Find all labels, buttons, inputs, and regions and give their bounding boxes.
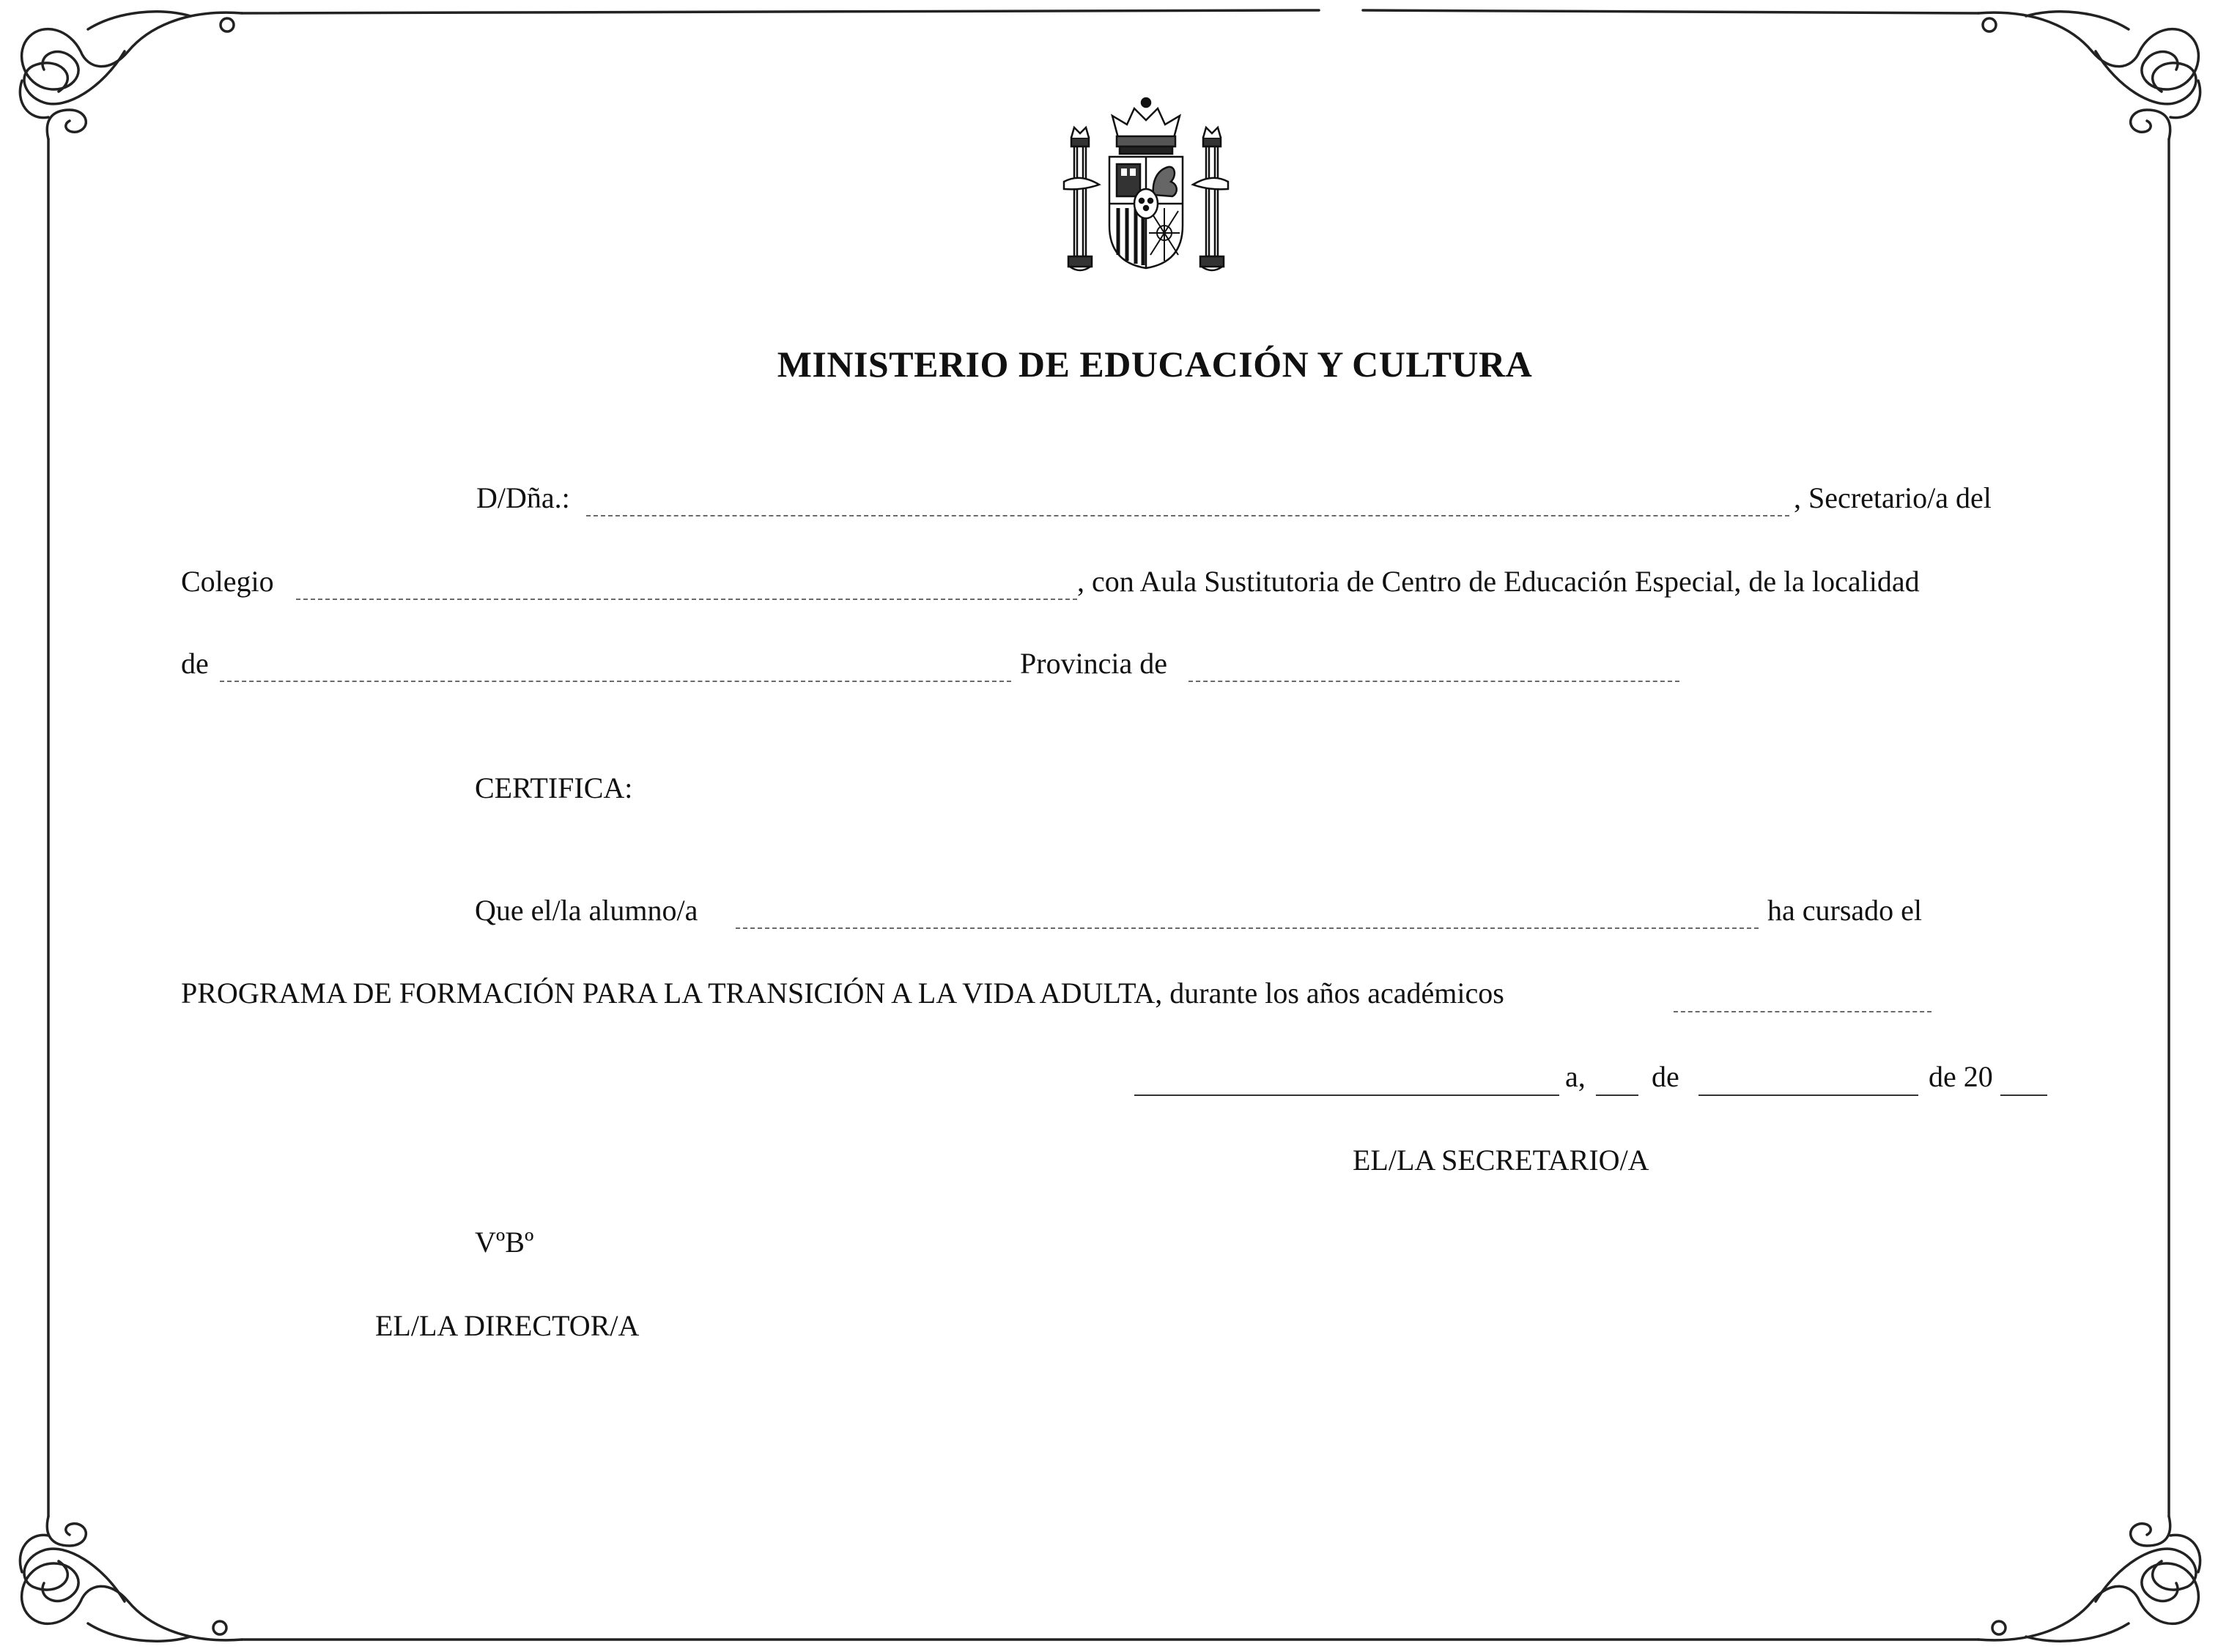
page-title: MINISTERIO DE EDUCACIÓN Y CULTURA [777,344,1533,385]
approval-label: VºBº [475,1226,534,1259]
academic-years-field[interactable] [1674,1011,1931,1012]
place-field[interactable] [1134,1094,1559,1096]
program-text: PROGRAMA DE FORMACIÓN PARA LA TRANSICIÓN A LA VIDA ADULTA, durante los años académicos [181,977,1504,1010]
spain-coat-of-arms-icon [1061,94,1231,277]
year-field[interactable] [2000,1094,2047,1096]
school-label: Colegio [181,565,274,598]
student-field[interactable] [736,927,1759,929]
certifies-heading: CERTIFICA: [475,771,633,804]
student-label: Que el/la alumno/a [475,894,698,927]
locality-field[interactable] [220,681,1011,682]
name-label: D/Dña.: [476,481,570,514]
date-of-2: de 20 [1929,1060,1993,1093]
secretary-signature-label: EL/LA SECRETARIO/A [1353,1144,1649,1177]
date-of-1: de [1652,1060,1679,1093]
locality-label: de [181,647,209,680]
school-field[interactable] [296,599,1077,600]
date-place-suffix: a, [1565,1060,1586,1093]
province-field[interactable] [1189,681,1679,682]
province-label: Provincia de [1020,647,1168,680]
school-suffix: , con Aula Sustitutoria de Centro de Educación Especial, de la localidad [1077,565,1920,598]
month-field[interactable] [1698,1094,1918,1096]
secretary-suffix: , Secretario/a del [1794,481,1992,514]
day-field[interactable] [1596,1094,1638,1096]
director-signature-label: EL/LA DIRECTOR/A [375,1309,640,1342]
student-suffix: ha cursado el [1767,894,1923,927]
name-field[interactable] [586,515,1789,516]
